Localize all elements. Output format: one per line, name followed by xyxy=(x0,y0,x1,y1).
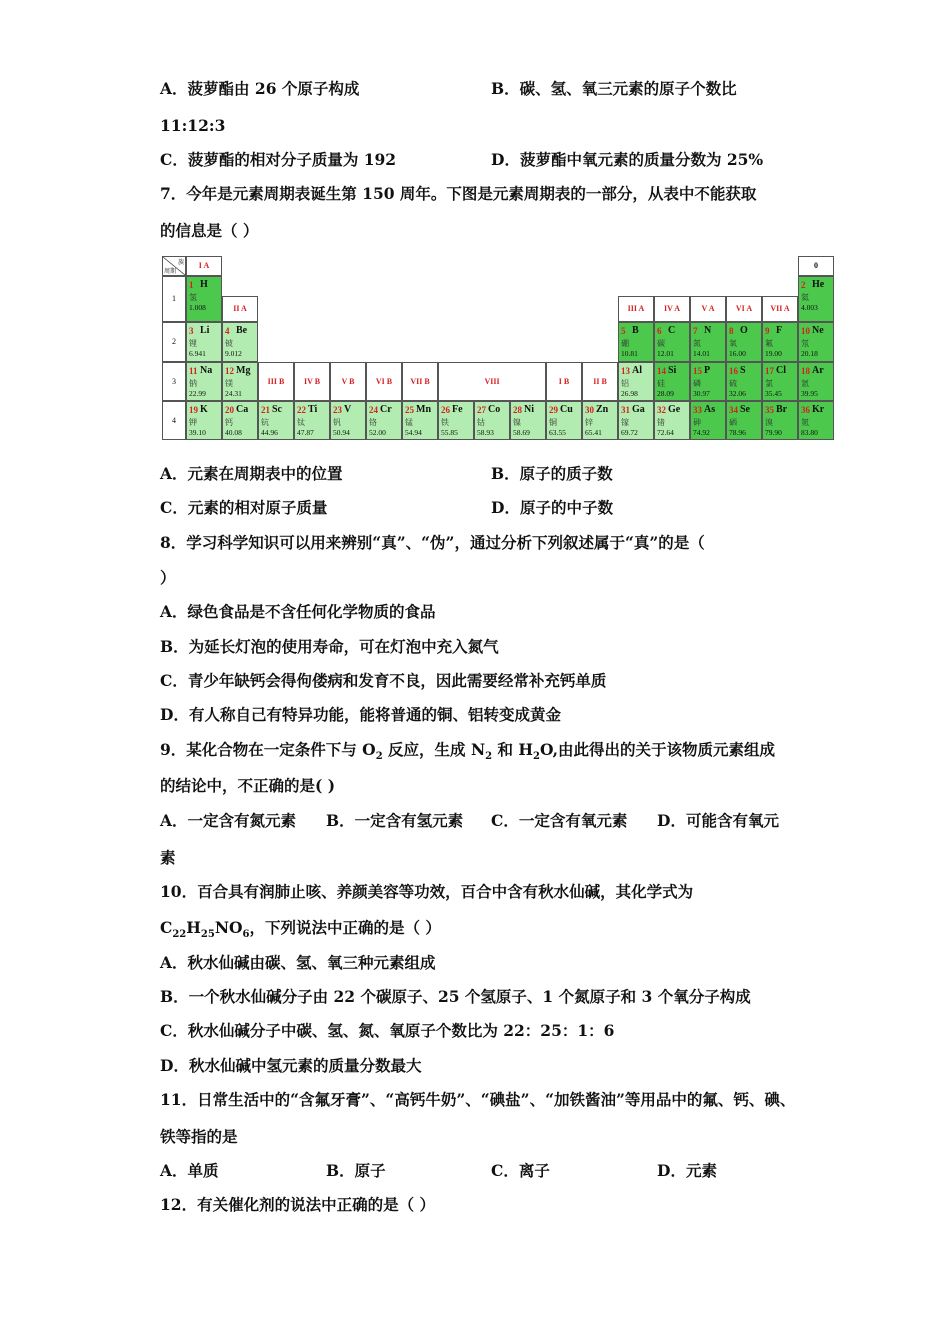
group-label-cell xyxy=(582,362,618,401)
group-label-cell xyxy=(258,362,294,401)
q10-option-b: B．一个秋水仙碱分子由 22 个碳原子、25 个氢原子、1 个氮原子和 3 个氧分子构成 xyxy=(160,987,751,1006)
q10-option-a: A．秋水仙碱由碳、氢、氧三种元素组成 xyxy=(160,953,436,972)
q6-option-b: B．碳、氢、氧三元素的原子个数比 xyxy=(491,79,737,98)
element-cell-sc xyxy=(258,401,294,440)
element-chinese-name: 钠 xyxy=(189,379,197,388)
element-cell-mg xyxy=(222,362,258,401)
element-number: 15 xyxy=(693,366,702,376)
group-label-cell xyxy=(654,296,690,322)
corner-group-label: 族 xyxy=(177,259,184,266)
element-symbol: Ti xyxy=(308,404,318,415)
element-chinese-name: 氦 xyxy=(801,293,809,302)
element-symbol: K xyxy=(200,404,208,415)
period-label-cell xyxy=(162,362,186,401)
period-label-cell xyxy=(162,322,186,362)
element-number: 30 xyxy=(585,405,594,415)
element-atomic-mass: 55.85 xyxy=(441,428,458,437)
element-symbol: As xyxy=(704,404,716,415)
element-cell-ti xyxy=(294,401,330,440)
element-number: 36 xyxy=(801,405,810,415)
element-cell-si xyxy=(654,362,690,401)
element-atomic-mass: 20.18 xyxy=(801,349,818,358)
element-atomic-mass: 83.80 xyxy=(801,428,818,437)
element-chinese-name: 锰 xyxy=(405,418,413,427)
element-number: 23 xyxy=(333,405,342,415)
element-cell-fe xyxy=(438,401,474,440)
element-symbol: V xyxy=(344,404,352,415)
element-symbol: Ni xyxy=(524,404,534,415)
element-cell-o xyxy=(726,322,762,362)
element-atomic-mass: 16.00 xyxy=(729,349,746,358)
element-cell-k xyxy=(186,401,222,440)
group-label-cell xyxy=(438,362,546,401)
element-number: 14 xyxy=(657,366,666,376)
q9-text-part4: O,由此得出的关于该物质元素组成 xyxy=(540,740,775,759)
element-atomic-mass: 47.87 xyxy=(297,428,314,437)
q9-option-a: A．一定含有氮元素 xyxy=(160,811,297,830)
element-cell-ni xyxy=(510,401,546,440)
q10-option-d: D．秋水仙碱中氢元素的质量分数最大 xyxy=(160,1056,422,1075)
element-atomic-mass: 79.90 xyxy=(765,428,782,437)
element-atomic-mass: 19.00 xyxy=(765,349,782,358)
element-number: 5 xyxy=(621,326,626,336)
q9-text-part2: 反应，生成 N xyxy=(382,740,486,759)
element-cell-v xyxy=(330,401,366,440)
element-number: 10 xyxy=(801,326,810,336)
element-cell-kr xyxy=(798,401,834,440)
element-symbol: Cu xyxy=(560,404,573,415)
q8-stem-line1: 8．学习科学知识可以用来辨别“真”、“伪”，通过分析下列叙述属于“真”的是（ xyxy=(160,533,705,552)
element-atomic-mass: 44.96 xyxy=(261,428,278,437)
element-number: 9 xyxy=(765,326,770,336)
element-cell-n xyxy=(690,322,726,362)
element-chinese-name: 铜 xyxy=(549,418,557,427)
element-symbol: He xyxy=(812,279,825,290)
element-number: 25 xyxy=(405,405,414,415)
element-number: 16 xyxy=(729,366,738,376)
element-chinese-name: 溴 xyxy=(765,418,773,427)
element-number: 28 xyxy=(513,405,522,415)
q11-option-a: A．单质 xyxy=(160,1161,219,1180)
element-symbol: O xyxy=(740,325,748,336)
element-chinese-name: 硫 xyxy=(729,379,737,388)
period-label: 3 xyxy=(172,376,176,386)
element-atomic-mass: 32.06 xyxy=(729,389,746,398)
group-label-cell xyxy=(798,256,834,276)
element-symbol: Se xyxy=(740,404,750,415)
element-number: 12 xyxy=(225,366,234,376)
q9-sub1: 2 xyxy=(375,751,383,763)
group-label: V A xyxy=(701,304,715,313)
element-atomic-mass: 35.45 xyxy=(765,389,782,398)
element-cell-cr xyxy=(366,401,402,440)
element-number: 22 xyxy=(297,405,306,415)
group-label: I A xyxy=(198,261,210,270)
element-symbol: Fe xyxy=(452,404,463,415)
element-cell-ga xyxy=(618,401,654,440)
element-cell-mn xyxy=(402,401,438,440)
element-symbol: Mg xyxy=(236,365,251,376)
group-label-cell xyxy=(726,296,762,322)
element-number: 31 xyxy=(621,405,630,415)
q10-option-c: C．秋水仙碱分子中碳、氢、氮、氧原子个数比为 22：25：1：6 xyxy=(160,1021,615,1040)
group-label-cell xyxy=(222,296,258,322)
element-cell-p xyxy=(690,362,726,401)
period-label-cell xyxy=(162,276,186,322)
element-cell-s xyxy=(726,362,762,401)
group-label: 0 xyxy=(814,261,818,270)
element-atomic-mass: 14.01 xyxy=(693,349,710,358)
group-label: IV B xyxy=(303,376,321,386)
element-chinese-name: 碳 xyxy=(657,339,665,348)
element-chinese-name: 氯 xyxy=(765,379,773,388)
element-atomic-mass: 40.08 xyxy=(225,428,242,437)
element-atomic-mass: 72.64 xyxy=(657,428,674,437)
q9-text-part3: 和 H xyxy=(492,740,534,759)
element-symbol: N xyxy=(704,325,712,336)
element-chinese-name: 锂 xyxy=(189,339,197,348)
element-atomic-mass: 26.98 xyxy=(621,389,638,398)
q10-stem-line1: 10．百合具有润肺止咳、养颜美容等功效，百合中含有秋水仙碱，其化学式为 xyxy=(160,882,694,901)
element-cell-ne xyxy=(798,322,834,362)
element-cell-b xyxy=(618,322,654,362)
element-number: 7 xyxy=(693,326,698,336)
q8-option-d: D．有人称自己有特异功能，能将普通的铜、铝转变成黄金 xyxy=(160,705,561,724)
q6-option-a: A．菠萝酯由 26 个原子构成 xyxy=(160,79,360,98)
group-label-cell xyxy=(618,296,654,322)
q6-option-b-continued: 11:12:3 xyxy=(160,116,226,135)
q10-formula-no: NO xyxy=(214,918,243,937)
group-label: III B xyxy=(267,376,285,386)
group-label: III A xyxy=(627,304,645,313)
element-symbol: Sc xyxy=(272,404,282,415)
element-symbol: Mn xyxy=(416,404,431,415)
q7-option-c: C．元素的相对原子质量 xyxy=(160,498,328,517)
element-symbol: Zn xyxy=(596,404,609,415)
element-cell-al xyxy=(618,362,654,401)
element-chinese-name: 钪 xyxy=(261,418,269,427)
element-symbol: Co xyxy=(488,404,501,415)
element-chinese-name: 钒 xyxy=(333,418,341,427)
element-symbol: Si xyxy=(668,365,677,376)
element-number: 1 xyxy=(189,280,194,290)
q7-option-d: D．原子的中子数 xyxy=(491,498,613,517)
element-number: 2 xyxy=(801,280,806,290)
group-label: I B xyxy=(558,376,570,386)
group-label: V B xyxy=(341,376,355,386)
period-label: 1 xyxy=(172,294,176,303)
element-cell-cu xyxy=(546,401,582,440)
element-atomic-mass: 28.09 xyxy=(657,389,674,398)
group-label: VI B xyxy=(375,376,393,386)
element-chinese-name: 砷 xyxy=(693,418,701,427)
element-atomic-mass: 24.31 xyxy=(225,389,242,398)
q10-formula-sub3: 6 xyxy=(242,929,250,941)
element-number: 33 xyxy=(693,405,702,415)
element-symbol: S xyxy=(740,365,746,376)
period-label: 4 xyxy=(172,415,176,425)
element-chinese-name: 锌 xyxy=(585,418,593,427)
q8-option-c: C．青少年缺钙会得佝偻病和发育不良，因此需要经常补充钙单质 xyxy=(160,671,607,690)
group-label-cell xyxy=(366,362,402,401)
element-atomic-mass: 12.01 xyxy=(657,349,674,358)
element-atomic-mass: 74.92 xyxy=(693,428,710,437)
group-label: II A xyxy=(233,304,247,313)
element-chinese-name: 钙 xyxy=(225,418,233,427)
element-cell-co xyxy=(474,401,510,440)
q7-stem-line1: 7．今年是元素周期表诞生第 150 周年。下图是元素周期表的一部分，从表中不能获取 xyxy=(160,184,757,203)
element-cell-ge xyxy=(654,401,690,440)
element-chinese-name: 镁 xyxy=(225,379,233,388)
element-symbol: Al xyxy=(632,365,642,376)
element-cell-he xyxy=(798,276,834,322)
element-cell-be xyxy=(222,322,258,362)
q11-stem-line2: 铁等指的是 xyxy=(160,1127,238,1146)
group-label-cell xyxy=(402,362,438,401)
q8-option-a: A．绿色食品是不含任何化学物质的食品 xyxy=(160,602,436,621)
group-label-cell xyxy=(546,362,582,401)
element-number: 29 xyxy=(549,405,558,415)
element-symbol: Br xyxy=(776,404,788,415)
element-atomic-mass: 54.94 xyxy=(405,428,422,437)
q11-option-d: D．元素 xyxy=(657,1161,717,1180)
element-symbol: H xyxy=(200,279,208,290)
q12-stem-line1: 12．有关催化剂的说法中正确的是（ ） xyxy=(160,1195,435,1214)
element-number: 35 xyxy=(765,405,774,415)
element-atomic-mass: 58.93 xyxy=(477,428,494,437)
element-chinese-name: 铁 xyxy=(441,418,449,427)
element-cell-ca xyxy=(222,401,258,440)
element-number: 24 xyxy=(369,405,378,415)
q9-stem-line2: 的结论中，不正确的是( ) xyxy=(160,776,336,795)
element-number: 11 xyxy=(189,366,198,376)
q9-option-d-continued: 素 xyxy=(160,848,176,867)
q9-stem-line1 xyxy=(160,740,775,767)
element-number: 13 xyxy=(621,366,630,376)
element-chinese-name: 钾 xyxy=(189,418,197,427)
element-chinese-name: 硼 xyxy=(621,339,629,348)
element-cell-zn xyxy=(582,401,618,440)
group-label: VII A xyxy=(770,304,790,313)
element-chinese-name: 锗 xyxy=(657,418,665,427)
group-label: VI A xyxy=(735,304,753,313)
element-chinese-name: 铝 xyxy=(621,379,629,388)
element-chinese-name: 氮 xyxy=(693,339,701,348)
period-label: 2 xyxy=(172,337,176,346)
element-number: 4 xyxy=(225,326,230,336)
element-number: 32 xyxy=(657,405,666,415)
element-atomic-mass: 65.41 xyxy=(585,428,602,437)
element-number: 20 xyxy=(225,405,234,415)
element-chinese-name: 镓 xyxy=(621,418,629,427)
element-number: 27 xyxy=(477,405,486,415)
element-cell-li xyxy=(186,322,222,362)
element-atomic-mass: 50.94 xyxy=(333,428,350,437)
element-cell-na xyxy=(186,362,222,401)
element-cell-f xyxy=(762,322,798,362)
element-symbol: Ca xyxy=(236,404,249,415)
q6-option-d: D．菠萝酯中氧元素的质量分数为 25% xyxy=(491,150,764,169)
q6-option-c: C．菠萝酯的相对分子质量为 192 xyxy=(160,150,397,169)
element-symbol: Li xyxy=(200,325,210,336)
corner-period-label: 周期 xyxy=(164,268,177,275)
q9-option-b: B．一定含有氢元素 xyxy=(326,811,464,830)
element-atomic-mass: 69.72 xyxy=(621,428,638,437)
element-atomic-mass: 63.55 xyxy=(549,428,566,437)
group-label: II B xyxy=(593,376,607,386)
q7-option-a: A．元素在周期表中的位置 xyxy=(160,464,343,483)
element-number: 18 xyxy=(801,366,810,376)
q7-stem-line2: 的信息是（ ） xyxy=(160,221,259,240)
element-symbol: Ar xyxy=(812,365,824,376)
element-chinese-name: 氟 xyxy=(765,339,773,348)
element-atomic-mass: 4.003 xyxy=(801,303,818,312)
q8-stem-line2: ） xyxy=(160,568,176,587)
q9-text-part1: 9．某化合物在一定条件下与 O xyxy=(160,740,376,759)
element-chinese-name: 铍 xyxy=(225,339,233,348)
element-chinese-name: 氪 xyxy=(801,418,809,427)
element-symbol: C xyxy=(668,325,676,336)
group-label-cell xyxy=(762,296,798,322)
element-cell-cl xyxy=(762,362,798,401)
q8-option-b: B．为延长灯泡的使用寿命，可在灯泡中充入氮气 xyxy=(160,637,499,656)
element-symbol: Cr xyxy=(380,404,392,415)
q9-option-d: D．可能含有氧元 xyxy=(657,811,779,830)
element-chinese-name: 钛 xyxy=(297,418,305,427)
element-chinese-name: 硅 xyxy=(657,379,665,388)
element-atomic-mass: 1.008 xyxy=(189,303,206,312)
element-chinese-name: 氖 xyxy=(801,339,809,348)
element-chinese-name: 氧 xyxy=(729,339,737,348)
element-symbol: F xyxy=(776,325,783,336)
element-symbol: Cl xyxy=(776,365,786,376)
q9-sub3: 2 xyxy=(533,751,540,763)
q11-option-c: C．离子 xyxy=(491,1161,550,1180)
group-label: IV A xyxy=(663,304,681,313)
group-label-cell xyxy=(294,362,330,401)
element-atomic-mass: 52.00 xyxy=(369,428,386,437)
q10-formula-c: C xyxy=(160,918,173,937)
element-symbol: Ga xyxy=(632,404,645,415)
q10-formula-h: H xyxy=(186,918,201,937)
element-chinese-name: 硒 xyxy=(729,418,737,427)
period-label-cell xyxy=(162,401,186,440)
element-atomic-mass: 30.97 xyxy=(693,389,710,398)
group-label-cell xyxy=(690,296,726,322)
element-atomic-mass: 78.96 xyxy=(729,428,746,437)
element-symbol: Kr xyxy=(812,404,825,415)
element-number: 34 xyxy=(729,405,738,415)
table-corner-header xyxy=(162,256,186,276)
element-cell-se xyxy=(726,401,762,440)
element-chinese-name: 钴 xyxy=(477,418,485,427)
q10-formula-sub1: 22 xyxy=(172,929,187,941)
q10-stem-tail: ，下列说法中正确的是（ ） xyxy=(249,918,441,937)
element-number: 19 xyxy=(189,405,198,415)
element-cell-br xyxy=(762,401,798,440)
element-cell-as xyxy=(690,401,726,440)
element-chinese-name: 氩 xyxy=(801,379,809,388)
element-symbol: Ne xyxy=(812,325,824,336)
q9-sub2: 2 xyxy=(485,751,493,763)
element-number: 21 xyxy=(261,405,270,415)
element-symbol: B xyxy=(632,325,639,336)
q9-option-c: C．一定含有氧元素 xyxy=(491,811,628,830)
periodic-table-figure xyxy=(162,256,825,440)
element-number: 8 xyxy=(729,326,734,336)
q10-stem-line2 xyxy=(160,918,441,945)
q10-formula-sub2: 25 xyxy=(200,929,215,941)
element-number: 3 xyxy=(189,326,194,336)
element-number: 17 xyxy=(765,366,774,376)
q7-option-b: B．原子的质子数 xyxy=(491,464,613,483)
element-atomic-mass: 6.941 xyxy=(189,349,206,358)
element-atomic-mass: 58.69 xyxy=(513,428,530,437)
element-symbol: Na xyxy=(200,365,213,376)
element-symbol: P xyxy=(704,365,711,376)
element-atomic-mass: 39.10 xyxy=(189,428,206,437)
element-atomic-mass: 9.012 xyxy=(225,349,242,358)
element-number: 6 xyxy=(657,326,662,336)
element-atomic-mass: 39.95 xyxy=(801,389,818,398)
element-cell-ar xyxy=(798,362,834,401)
group-label-cell xyxy=(330,362,366,401)
group-label-cell xyxy=(186,256,222,276)
element-chinese-name: 氢 xyxy=(189,293,197,302)
element-chinese-name: 磷 xyxy=(693,379,701,388)
element-symbol: Be xyxy=(236,325,248,336)
element-cell-h xyxy=(186,276,222,322)
element-chinese-name: 铬 xyxy=(369,418,377,427)
group-label: VIII xyxy=(484,376,500,386)
element-chinese-name: 镍 xyxy=(513,418,521,427)
element-atomic-mass: 22.99 xyxy=(189,389,206,398)
element-atomic-mass: 10.81 xyxy=(621,349,638,358)
group-label: VII B xyxy=(410,376,430,386)
q11-option-b: B．原子 xyxy=(326,1161,386,1180)
q11-stem-line1: 11．日常生活中的“含氟牙膏”、“高钙牛奶”、“碘盐”、“加铁酱油”等用品中的氟、钙、碘、 xyxy=(160,1090,796,1109)
element-number: 26 xyxy=(441,405,450,415)
element-symbol: Ge xyxy=(668,404,681,415)
element-cell-c xyxy=(654,322,690,362)
